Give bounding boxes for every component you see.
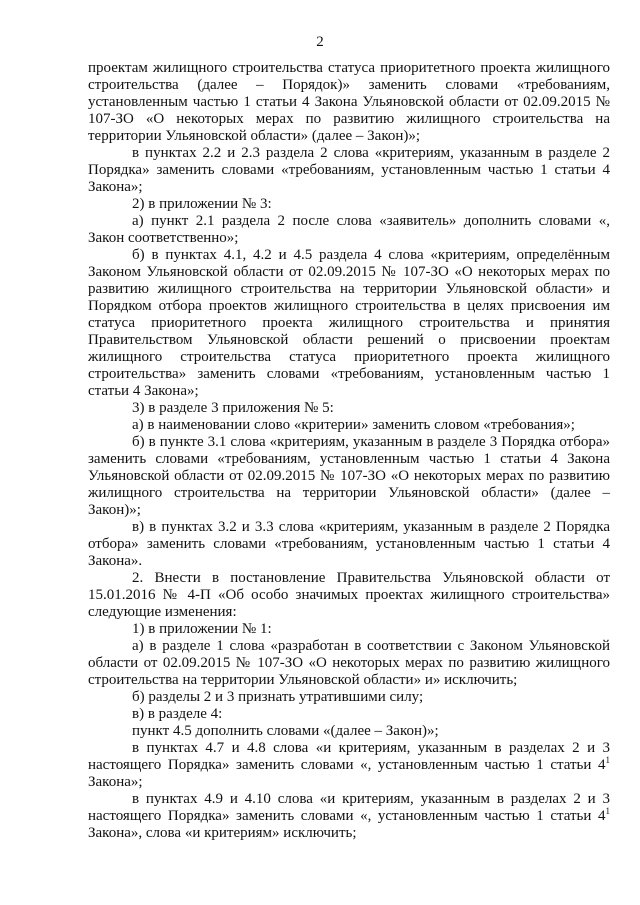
paragraph-4: б) в пунктах 4.1, 4.2 и 4.5 раздела 4 слова «критериям, определённым Законом Ульяновской области от 02.09.2015 № 107-ЗО «О некоторых мерах по развитию жилищного строительства на территории Ульяновской области» и Порядком отбора проектов жилищного строительства в целях присвоения им статуса приоритетного проекта жилищного строительства и принятия Правительством Ульяновской области решений о присвоении проектам жилищного строительства статуса приоритетного проекта жилищного строительства» заменить словами «требованиям, установленным частью 1 статьи 4 Закона»; [88,247,610,399]
document-body [88,60,610,842]
paragraph-10: 1) в приложении № 1: [132,621,272,637]
paragraph-13: в) в разделе 4: [132,706,223,722]
paragraph-15-text: в пунктах 4.7 и 4.8 слова «и критериям, указанным в разделах 2 и 3 настоящего Порядка» заменить словами «, установленным частью 1 статьи 4 [88,740,610,773]
paragraph-12: б) разделы 2 и 3 признать утратившими силу; [132,689,424,705]
paragraph-15-tail: Закона»; [88,774,143,790]
paragraph-14: пункт 4.5 дополнить словами «(далее – Закон)»; [132,723,439,739]
superscript-1: 1 [605,806,610,816]
paragraph-0: проектам жилищного строительства статуса приоритетного проекта жилищного строительства (далее – Порядок)» заменить словами «требованиям, установленным частью 1 статьи 4 Закона Ульяновской области от 02.09.2015 № 107-ЗО «О некоторых мерах по развитию жилищного строительства на территории Ульяновской области» (далее – Закон)»; [88,60,610,144]
paragraph-5: 3) в разделе 3 приложения № 5: [132,400,334,416]
superscript-1: 1 [605,755,610,765]
paragraph-3: а) пункт 2.1 раздела 2 после слова «заявитель» дополнить словами «, Закон соответственно»; [88,213,610,246]
paragraph-11: а) в разделе 1 слова «разработан в соответствии с Законом Ульяновской области от 02.09.2015 № 107-ЗО «О некоторых мерах по развитию жилищного строительства на территории Ульяновской области» и» исключить; [88,638,610,688]
paragraph-8: в) в пунктах 3.2 и 3.3 слова «критериям, указанным в разделе 2 Порядка отбора» заменить словами «требованиям, установленным частью 1 статьи 4 Закона». [88,519,610,569]
paragraph-9: 2. Внести в постановление Правительства Ульяновской области от 15.01.2016 № 4-П «Об особо значимых проектах жилищного строительства» следующие изменения: [88,570,610,620]
paragraph-16-tail: Закона», слова «и критериям» исключить; [88,825,357,841]
paragraph-15 [88,740,610,791]
paragraph-1: в пунктах 2.2 и 2.3 раздела 2 слова «критериям, указанным в разделе 2 Порядка» заменить словами «требованиям, установленным частью 1 статьи 4 Закона»; [88,145,610,195]
paragraph-16-text: в пунктах 4.9 и 4.10 слова «и критериям, указанным в разделах 2 и 3 настоящего Порядка» заменить словами «, установленным частью 1 статьи 4 [88,791,610,824]
paragraph-2: 2) в приложении № 3: [132,196,272,212]
page-number: 2 [316,34,324,50]
paragraph-7: б) в пункте 3.1 слова «критериям, указанным в разделе 3 Порядка отбора» заменить словами «требованиям, установленным частью 1 статьи 4 Закона Ульяновской области от 02.09.2015 № 107-ЗО «О некоторых мерах по развитию жилищного строительства на территории Ульяновской области» (далее – Закон)»; [88,434,610,518]
paragraph-6: а) в наименовании слово «критерии» заменить словом «требования»; [132,417,575,433]
paragraph-16 [88,791,610,842]
